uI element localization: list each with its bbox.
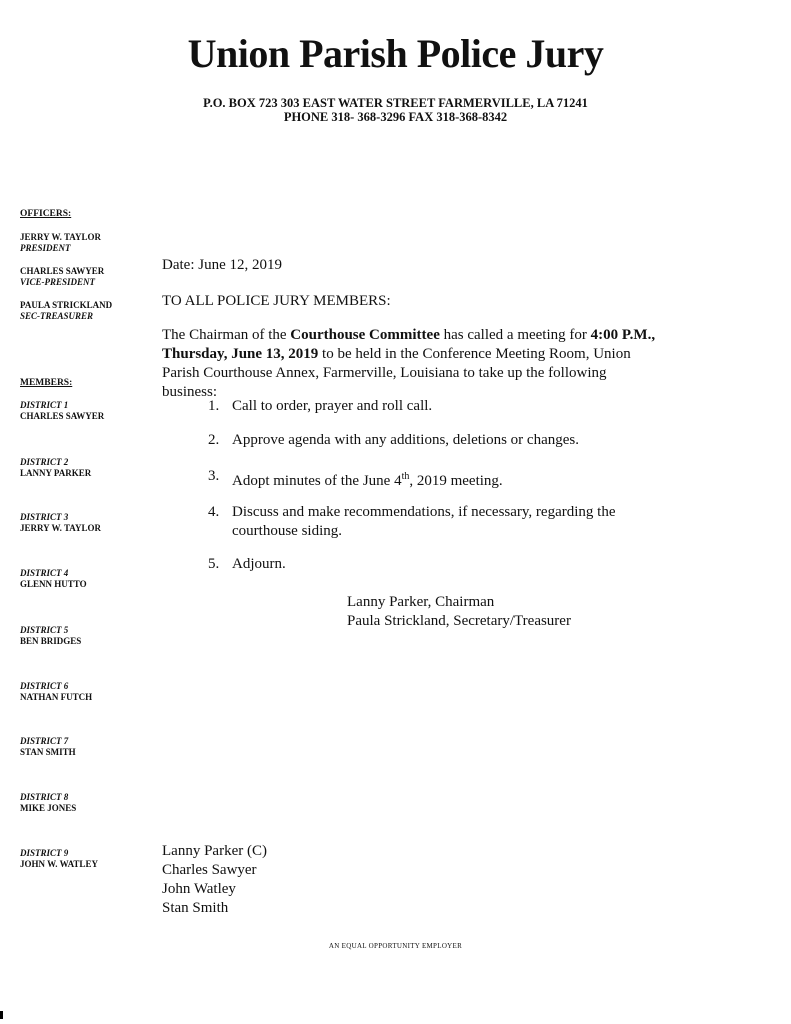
- item-number: 5.: [208, 556, 220, 572]
- item-text: Call to order, prayer and roll call.: [232, 398, 433, 414]
- letterhead-title: Union Parish Police Jury: [187, 31, 604, 76]
- district-label: DISTRICT 3: [20, 512, 69, 522]
- committee-member: Stan Smith: [162, 900, 229, 916]
- members-heading: MEMBERS:: [20, 378, 73, 388]
- member-name: STAN SMITH: [20, 747, 76, 757]
- member-district-4: [20, 568, 87, 590]
- signature-block: [347, 593, 571, 631]
- member-name: JOHN W. WATLEY: [20, 859, 98, 869]
- member-district-3: [20, 512, 101, 534]
- agenda-item-4: [208, 503, 648, 539]
- committee-member: Charles Sawyer: [162, 862, 257, 878]
- committee-list: [162, 842, 267, 918]
- item-number: 3.: [208, 468, 220, 484]
- member-district-9: [20, 848, 98, 870]
- signer-secretary: Paula Strickland, Secretary/Treasurer: [347, 613, 571, 629]
- member-district-8: [20, 792, 76, 814]
- district-label: DISTRICT 8: [20, 792, 69, 802]
- item-text: Adjourn.: [232, 556, 286, 572]
- officer-sec-treasurer: [20, 300, 112, 322]
- member-name: GLENN HUTTO: [20, 579, 87, 589]
- committee-member: John Watley: [162, 881, 236, 897]
- district-label: DISTRICT 1: [20, 400, 69, 410]
- member-district-2: [20, 457, 91, 479]
- district-label: DISTRICT 9: [20, 848, 69, 858]
- item-text: Approve agenda with any additions, deletions or changes.: [232, 432, 579, 448]
- district-label: DISTRICT 6: [20, 681, 69, 691]
- letterhead-address: P.O. BOX 723 303 EAST WATER STREET FARMERVILLE, LA 71241: [203, 96, 588, 110]
- scan-mark: [0, 1011, 3, 1019]
- officer-title: VICE-PRESIDENT: [20, 277, 96, 287]
- officer-vice-president: [20, 266, 104, 288]
- member-district-1: [20, 400, 104, 422]
- officers-heading: OFFICERS:: [20, 209, 72, 219]
- meeting-time: 4:00 P.M., Thursday, June 13, 2019: [162, 327, 656, 362]
- member-name: BEN BRIDGES: [20, 636, 82, 646]
- member-name: NATHAN FUTCH: [20, 692, 93, 702]
- intro-part: The Chairman of the: [162, 327, 291, 343]
- item-text: Discuss and make recommendations, if necessary, regarding the courthouse siding.: [232, 504, 616, 539]
- officer-president: [20, 232, 101, 254]
- officer-name: JERRY W. TAYLOR: [20, 232, 101, 242]
- signer-chairman: Lanny Parker, Chairman: [347, 594, 495, 610]
- letter-intro: [162, 326, 662, 402]
- officer-title: SEC-TREASURER: [20, 311, 94, 321]
- item-number: 1.: [208, 398, 220, 414]
- committee-name: Courthouse Committee: [290, 327, 440, 343]
- district-label: DISTRICT 7: [20, 736, 69, 746]
- footer-eoe: AN EQUAL OPPORTUNITY EMPLOYER: [328, 942, 463, 950]
- agenda-item-3: [208, 467, 648, 489]
- agenda-item-1: [208, 397, 648, 416]
- letter-date: Date: June 12, 2019: [162, 257, 282, 273]
- member-name: JERRY W. TAYLOR: [20, 523, 101, 533]
- committee-member: Lanny Parker (C): [162, 843, 267, 859]
- officer-title: PRESIDENT: [20, 243, 71, 253]
- item-number: 2.: [208, 432, 220, 448]
- agenda-item-5: [208, 555, 648, 574]
- letterhead-phone: PHONE 318- 368-3296 FAX 318-368-8342: [283, 110, 508, 124]
- intro-part: has called a meeting for: [439, 327, 591, 343]
- item-number: 4.: [208, 504, 220, 520]
- district-label: DISTRICT 4: [20, 568, 69, 578]
- letter-salutation: TO ALL POLICE JURY MEMBERS:: [162, 293, 391, 309]
- item-text: Adopt minutes of the June 4th, 2019 meeting.: [232, 471, 503, 489]
- agenda-item-2: [208, 431, 648, 450]
- officer-name: CHARLES SAWYER: [20, 266, 105, 276]
- member-district-7: [20, 736, 76, 758]
- member-name: MIKE JONES: [20, 803, 77, 813]
- member-district-5: [20, 625, 81, 647]
- member-name: LANNY PARKER: [20, 468, 92, 478]
- district-label: DISTRICT 5: [20, 625, 69, 635]
- member-district-6: [20, 681, 92, 703]
- district-label: DISTRICT 2: [20, 457, 69, 467]
- intro-part: to be held in the Conference Meeting Room, Union Parish Courthouse Annex, Farmerville, Louisiana to take up the following business:: [162, 346, 631, 400]
- officer-name: PAULA STRICKLAND: [20, 300, 113, 310]
- member-name: CHARLES SAWYER: [20, 411, 105, 421]
